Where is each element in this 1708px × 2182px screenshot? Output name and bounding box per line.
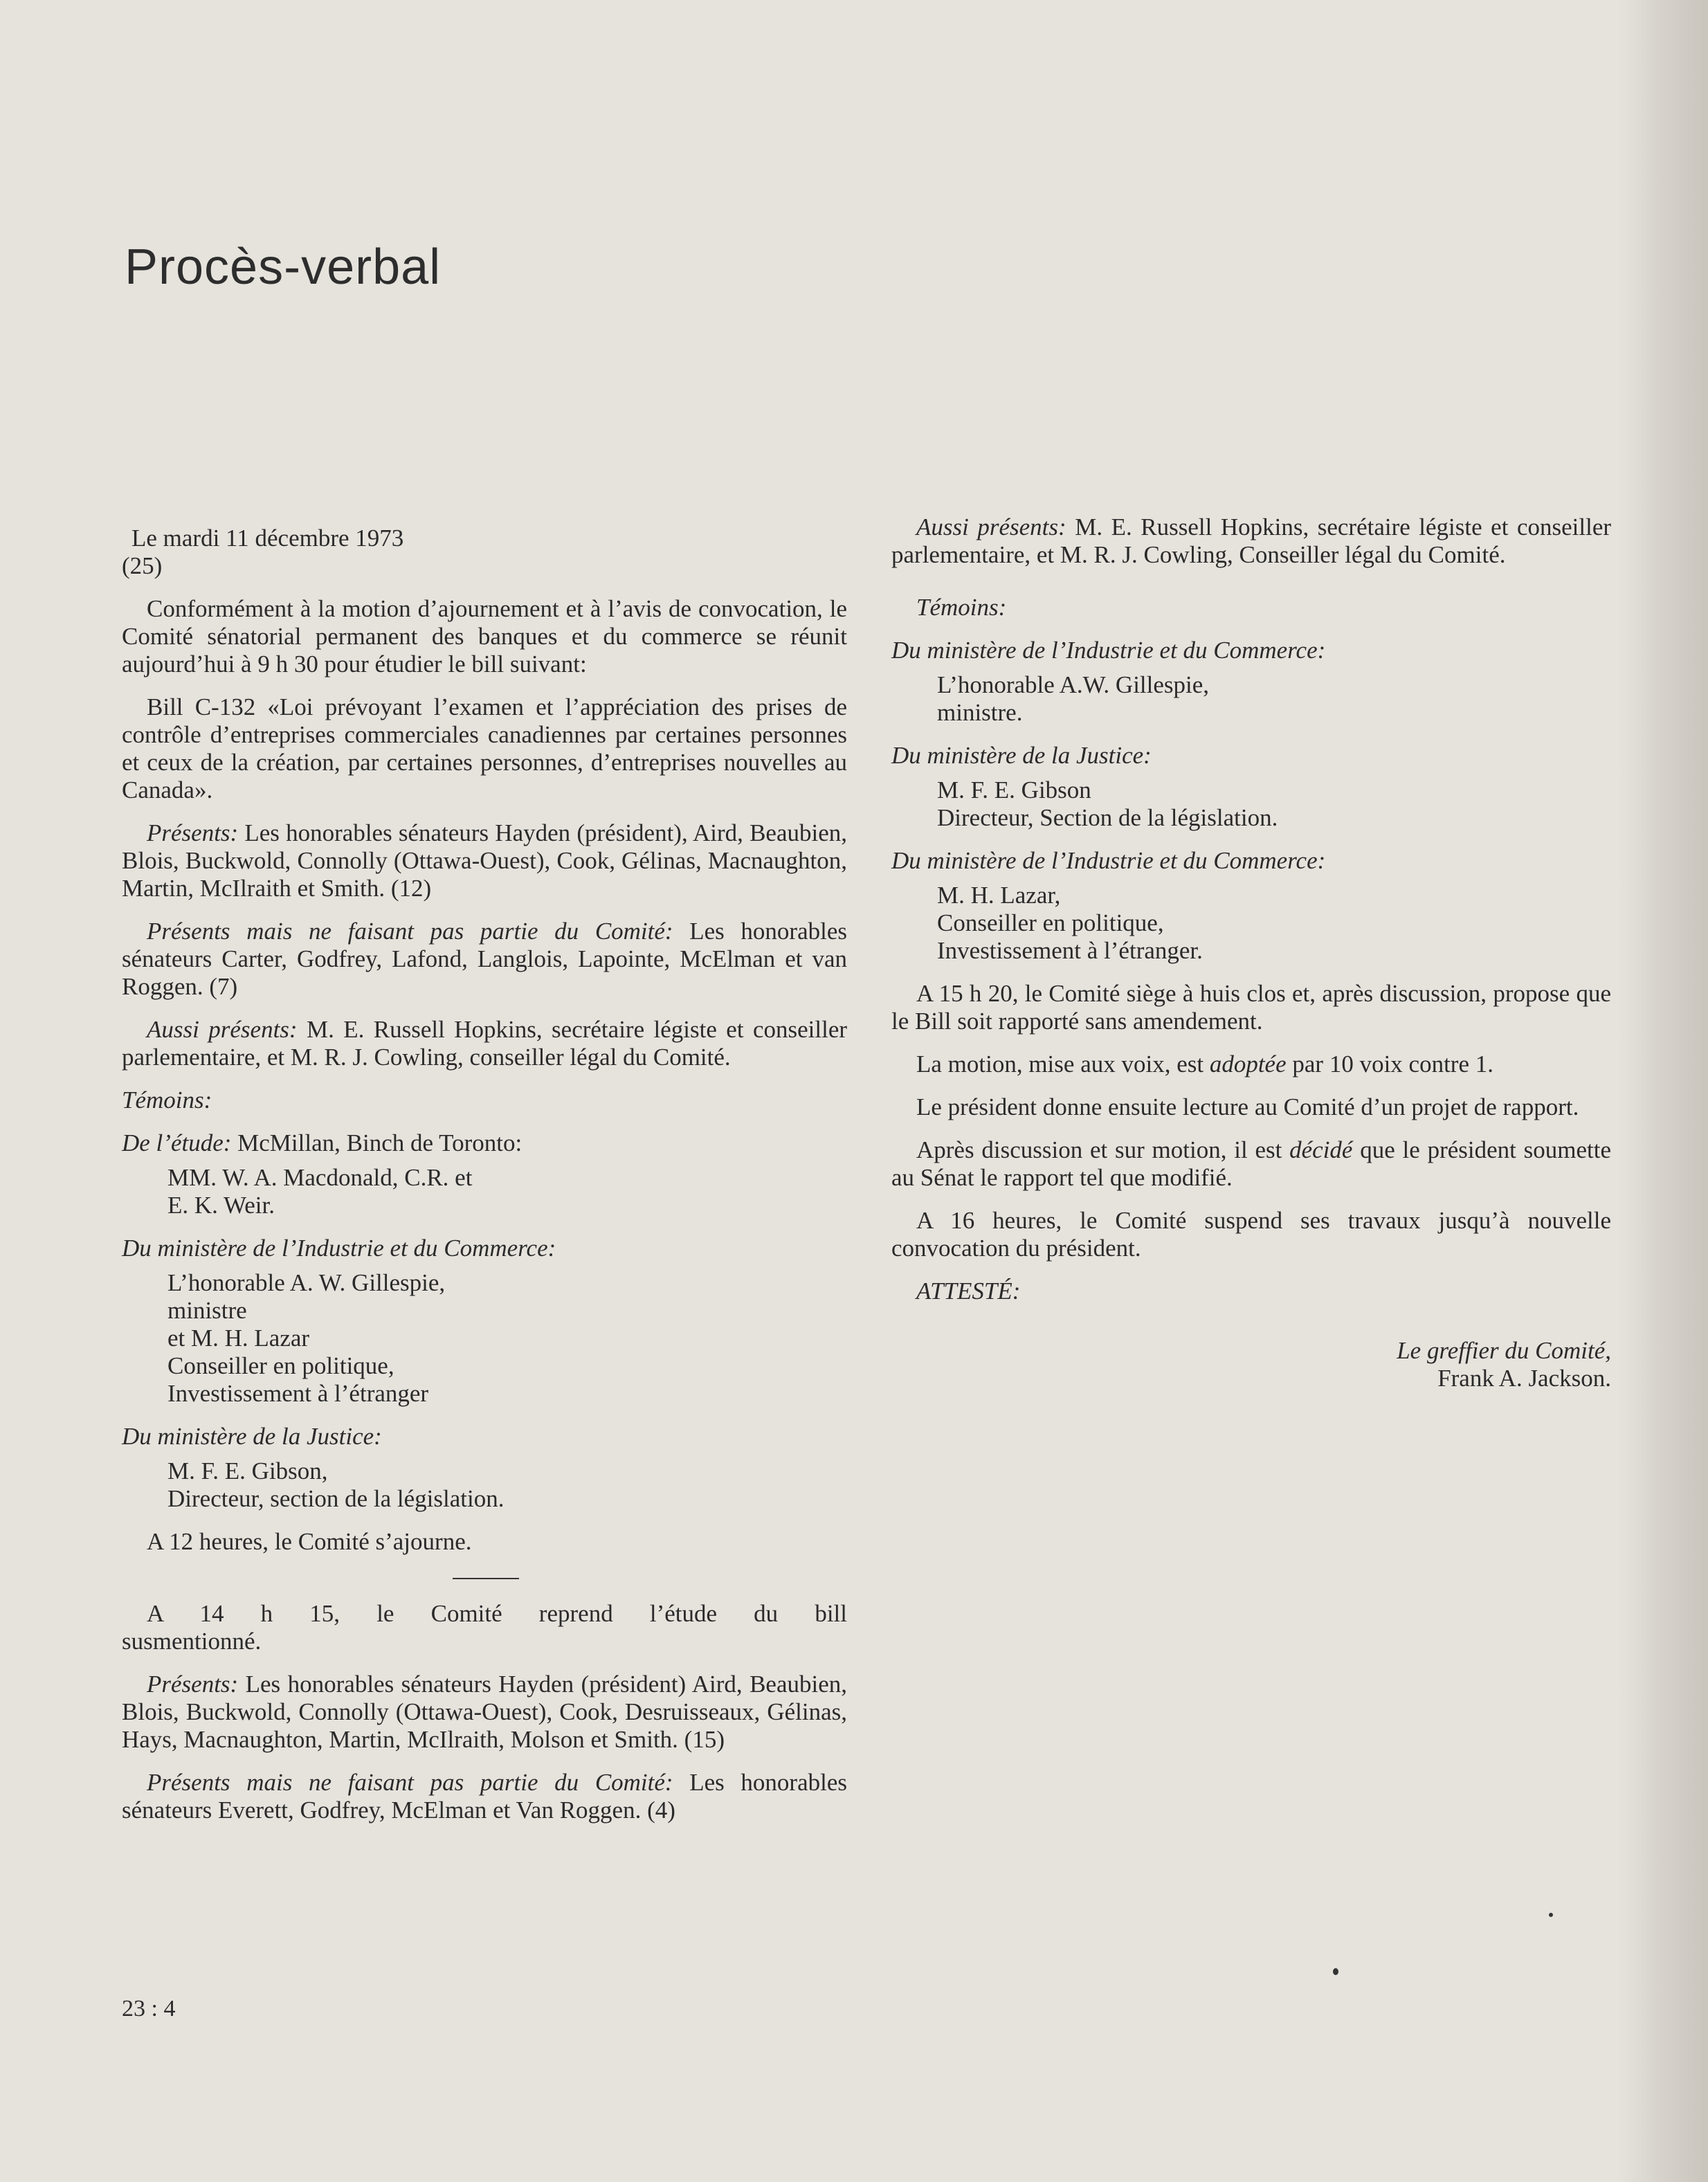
decision-paragraph — [891, 1136, 1611, 1192]
decision-text-end: que le président soumette au Sénat le rapport tel que modifié. — [891, 1136, 1611, 1191]
study-text: McMillan, Binch de Toronto: — [231, 1129, 523, 1156]
industry-department-heading: Du ministère de l’Industrie et du Commerce: — [891, 637, 1326, 664]
decision-text-start: Après discussion et sur motion, il est — [916, 1136, 1290, 1163]
page-number: 23 : 4 — [122, 1996, 176, 2021]
also-present-paragraph — [891, 513, 1611, 569]
report-reading-paragraph: Le président donne ensuite lecture au Comité d’un projet de rapport. — [916, 1093, 1579, 1120]
witness-name-line: M. F. E. Gibson, — [167, 1457, 328, 1484]
page-title: Procès-verbal — [125, 239, 442, 295]
also-present-label: Aussi présents: — [916, 513, 1066, 540]
witness-name-line: MM. W. A. Macdonald, C.R. et — [167, 1164, 473, 1191]
vote-text-end: par 10 voix contre 1. — [1286, 1051, 1493, 1078]
in-camera-paragraph: A 15 h 20, le Comité siège à huis clos et, après discussion, propose que le Bill soit rapporté sans amendement. — [891, 980, 1611, 1035]
industry-witness-names — [122, 1269, 847, 1408]
clerk-signature-block — [891, 1337, 1611, 1392]
witness-name-line: Directeur, section de la législation. — [167, 1485, 505, 1512]
witness-name-line: Investissement à l’étranger — [167, 1380, 429, 1407]
also-present-paragraph — [122, 1016, 847, 1071]
attendance-text: Les honorables sénateurs Hayden (président) Aird, Beaubien, Blois, Buckwold, Connolly (Ottawa-Ouest), Cook, Desruisseaux, Gélinas, Hays, Macnaughton, Martin, McIlraith, Molson et Smith. (15) — [122, 1671, 847, 1753]
industry-witness-names — [891, 671, 1611, 727]
witness-name-line: Directeur, Section de la législation. — [937, 804, 1278, 831]
witness-name-line: ministre. — [937, 699, 1023, 726]
page-gutter-shadow — [1618, 0, 1708, 2182]
justice-witness-names — [891, 776, 1611, 832]
paper-speck — [1333, 1968, 1338, 1975]
non-member-label: Présents mais ne faisant pas partie du Comité: — [147, 918, 673, 945]
witness-name-line: Conseiller en politique, — [937, 909, 1164, 936]
witness-name-line: Conseiller en politique, — [167, 1352, 394, 1379]
suspension-paragraph: A 16 heures, le Comité suspend ses travaux jusqu’à nouvelle convocation du président. — [891, 1207, 1611, 1262]
non-member-paragraph — [122, 918, 847, 1001]
right-column — [891, 513, 1611, 1392]
attendance-paragraph — [122, 819, 847, 902]
witness-name-line: L’honorable A. W. Gillespie, — [167, 1269, 446, 1296]
vote-paragraph — [891, 1051, 1611, 1078]
witness-name-line: E. K. Weir. — [167, 1192, 275, 1219]
afternoon-resume-paragraph: A 14 h 15, le Comité reprend l’étude du bill susmentionné. — [122, 1600, 847, 1655]
vote-result: adoptée — [1209, 1051, 1287, 1078]
justice-department-heading: Du ministère de la Justice: — [122, 1423, 382, 1450]
non-member-text: Les honorables sénateurs Carter, Godfrey, Lafond, Langlois, Lapointe, McElman et van Roggen. (7) — [122, 918, 847, 1000]
attendance-label: Présents: — [147, 1671, 239, 1698]
decision-word: décidé — [1289, 1136, 1353, 1163]
also-present-text: M. E. Russell Hopkins, secrétaire légiste et conseiller parlementaire, et M. R. J. Cowling, Conseiller légal du Comité. — [891, 513, 1612, 568]
left-column — [122, 525, 847, 1839]
clerk-title: Le greffier du Comité, — [1397, 1337, 1611, 1364]
section-divider — [453, 1578, 519, 1579]
sitting-number: (25) — [122, 552, 163, 579]
adjournment-note: A 12 heures, le Comité s’ajourne. — [147, 1528, 472, 1555]
industry-department-heading: Du ministère de l’Industrie et du Commerce: — [122, 1235, 556, 1262]
witness-name-line: M. F. E. Gibson — [937, 776, 1091, 803]
opening-paragraph: Conformément à la motion d’ajournement et à l’avis de convocation, le Comité sénatorial permanent des banques et du commerce se réunit aujourd’hui à 9 h 30 pour étudier le bill suivant: — [122, 595, 847, 678]
afternoon-attendance-paragraph — [122, 1671, 847, 1754]
study-witness-line — [122, 1129, 847, 1157]
witness-name-line: ministre — [167, 1297, 247, 1324]
witnesses-heading: Témoins: — [122, 1087, 212, 1113]
witnesses-heading: Témoins: — [916, 594, 1007, 621]
meeting-date: Le mardi 11 décembre 1973 — [131, 525, 404, 552]
clerk-name: Frank A. Jackson. — [1437, 1365, 1611, 1392]
bill-description: Bill C-132 «Loi prévoyant l’examen et l’appréciation des prises de contrôle d’entreprises commerciales canadiennes par certaines personnes et ceux de la création, par certaines personnes, d’entreprises nouvelles au Canada». — [122, 693, 847, 803]
witness-name-line: et M. H. Lazar — [167, 1325, 310, 1352]
witness-name-line: L’honorable A.W. Gillespie, — [937, 671, 1210, 698]
industry-department-heading-2: Du ministère de l’Industrie et du Commerce: — [891, 847, 1326, 874]
industry-witness-names-2 — [891, 882, 1611, 965]
afternoon-non-member-paragraph — [122, 1769, 847, 1824]
study-witness-names — [122, 1164, 847, 1219]
witness-name-line: Investissement à l’étranger. — [937, 937, 1203, 964]
witness-name-line: M. H. Lazar, — [937, 882, 1061, 909]
paper-speck — [1549, 1913, 1553, 1917]
justice-department-heading: Du ministère de la Justice: — [891, 742, 1152, 769]
attendance-label: Présents: — [147, 819, 239, 846]
attendance-text: Les honorables sénateurs Hayden (président), Aird, Beaubien, Blois, Buckwold, Connolly (Ottawa-Ouest), Cook, Gélinas, Macnaughton, Martin, McIlraith et Smith. (12) — [122, 819, 847, 902]
non-member-text: Les honorables sénateurs Everett, Godfrey, McElman et Van Roggen. (4) — [122, 1769, 847, 1824]
vote-text-start: La motion, mise aux voix, est — [916, 1051, 1210, 1078]
also-present-label: Aussi présents: — [147, 1016, 298, 1043]
also-present-text: M. E. Russell Hopkins, secrétaire légiste et conseiller parlementaire, et M. R. J. Cowling, conseiller légal du Comité. — [122, 1016, 848, 1071]
attestation-label: ATTESTÉ: — [916, 1278, 1021, 1304]
justice-witness-names — [122, 1457, 847, 1513]
study-label: De l’étude: — [122, 1129, 232, 1156]
non-member-label: Présents mais ne faisant pas partie du Comité: — [147, 1769, 673, 1796]
